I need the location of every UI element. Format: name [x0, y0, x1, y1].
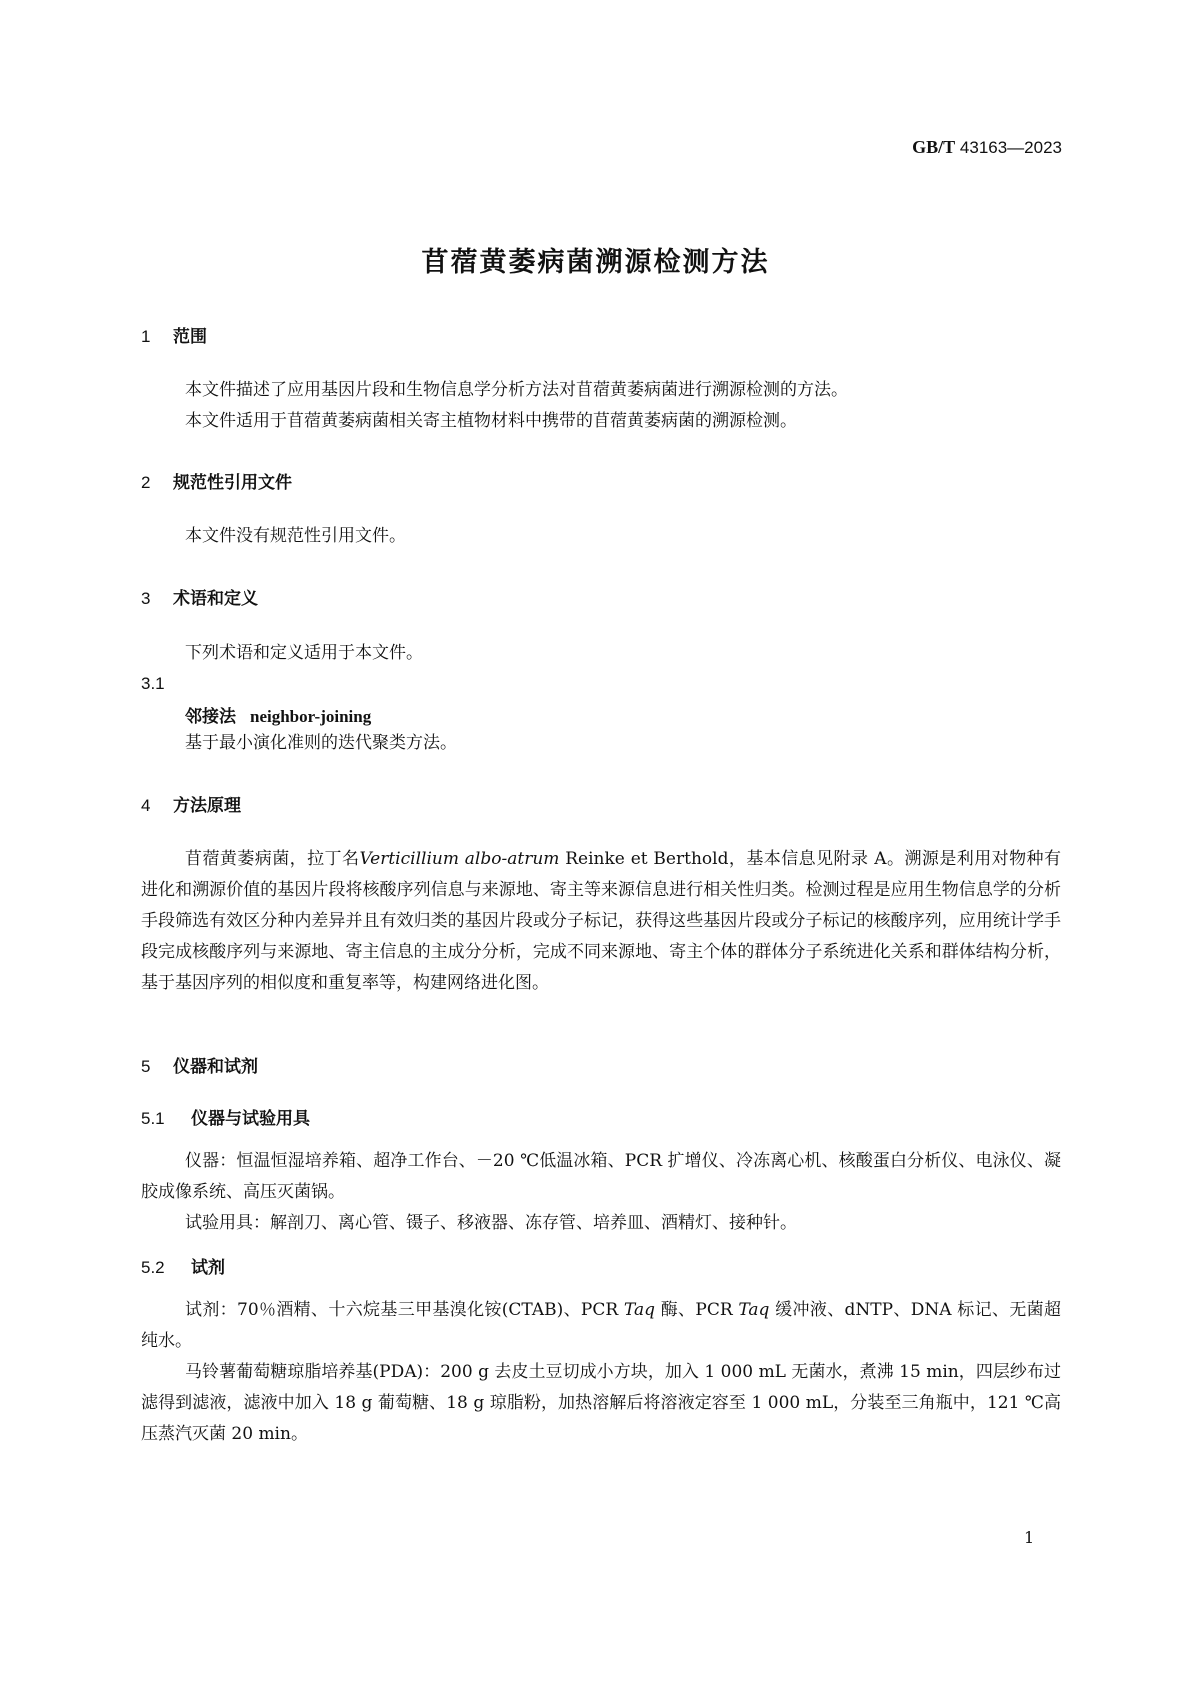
standard-number: 43163—2023: [959, 138, 1062, 157]
section-4-paragraph-1: [141, 844, 1061, 999]
taq-italic: Taq: [623, 1300, 655, 1320]
section-title: 仪器和试剂: [173, 1057, 258, 1077]
section-3-heading: [141, 584, 258, 609]
page-number: 1: [1024, 1528, 1035, 1547]
text-run: 试剂：70％酒精、十六烷基三甲基溴化铵(CTAB)、PCR: [185, 1300, 624, 1320]
section-4-heading: [141, 791, 241, 816]
section-1-paragraph-2: 本文件适用于苜蓿黄萎病菌相关寄主植物材料中携带的苜蓿黄萎病菌的溯源检测。: [185, 411, 797, 431]
section-number: 3: [141, 589, 151, 608]
section-number: 5.1: [141, 1109, 165, 1128]
term-3-1-number: 3.1: [141, 674, 165, 693]
text-run: 苜蓿黄萎病菌，拉丁名: [185, 849, 360, 869]
section-5-1-paragraph-1: 仪器：恒温恒湿培养箱、超净工作台、－20 ℃低温冰箱、PCR 扩增仪、冷冻离心机、核酸蛋白分析仪、电泳仪、凝胶成像系统、高压灭菌锅。: [141, 1151, 1061, 1202]
standard-prefix: GB/T: [912, 137, 956, 157]
section-number: 4: [141, 796, 151, 815]
section-title: 仪器与试验用具: [191, 1109, 310, 1129]
section-1-paragraph-1: 本文件描述了应用基因片段和生物信息学分析方法对苜蓿黄萎病菌进行溯源检测的方法。: [185, 380, 848, 400]
term-3-1-definition: 基于最小演化准则的迭代聚类方法。: [185, 733, 457, 753]
section-title: 方法原理: [173, 796, 241, 816]
section-5-1-paragraph-2: 试验用具：解剖刀、离心管、镊子、移液器、冻存管、培养皿、酒精灯、接种针。: [185, 1213, 797, 1233]
section-5-2-paragraph-1: [141, 1295, 1061, 1357]
section-2-heading: [141, 468, 292, 493]
latin-name: Verticillium albo-atrum: [359, 849, 560, 869]
section-title: 术语和定义: [173, 589, 258, 609]
section-2-paragraph-1: 本文件没有规范性引用文件。: [185, 526, 406, 546]
section-number: 2: [141, 473, 151, 492]
section-3-paragraph-1: 下列术语和定义适用于本文件。: [185, 643, 423, 663]
term-english: neighbor-joining: [250, 707, 372, 726]
section-title: 范围: [173, 327, 207, 347]
section-1-heading: [141, 322, 207, 347]
section-5-1-heading: [141, 1104, 310, 1129]
taq-italic: Taq: [738, 1300, 770, 1320]
section-5-2-paragraph-2: 马铃薯葡萄糖琼脂培养基(PDA)：200 g 去皮土豆切成小方块，加入 1 000 mL 无菌水，煮沸 15 min，四层纱布过滤得到滤液，滤液中加入 18 g 葡萄糖、18 g 琼脂粉，加热溶解后将溶液定容至 1 000 mL，分装至三角瓶中，121 ℃高压蒸汽灭菌 20 min。: [141, 1362, 1061, 1444]
term-3-1: [185, 702, 371, 727]
text-run: 缓冲液、dNTP、DNA 标记、无菌超纯水。: [141, 1300, 1062, 1351]
section-5-2-heading: [141, 1253, 225, 1278]
text-run: Reinke et Berthold，基本信息见附录 A。溯源是利用对物种有进化和溯源价值的基因片段将核酸序列信息与来源地、寄主等来源信息进行相关性归类。检测过程是应用生物信息学的分析手段筛选有效区分种内差异并且有效归类的基因片段或分子标记，获得这些基因片段或分子标记的核酸序列，应用统计学手段完成核酸序列与来源地、寄主信息的主成分分析，完成不同来源地、寄主个体的群体分子系统进化关系和群体结构分析，基于基因序列的相似度和重复率等，构建网络进化图。: [141, 849, 1061, 993]
text-run: 酶、PCR: [654, 1300, 739, 1320]
document-title: 苜蓿黄萎病菌溯源检测方法: [421, 247, 770, 278]
section-number: 5: [141, 1057, 151, 1076]
standard-code: [912, 137, 1062, 158]
section-number: 5.2: [141, 1258, 165, 1277]
section-5-heading: [141, 1052, 258, 1077]
section-number: 1: [141, 327, 151, 346]
term-chinese: 邻接法: [185, 707, 236, 727]
section-title: 规范性引用文件: [173, 473, 292, 493]
section-title: 试剂: [191, 1258, 225, 1278]
